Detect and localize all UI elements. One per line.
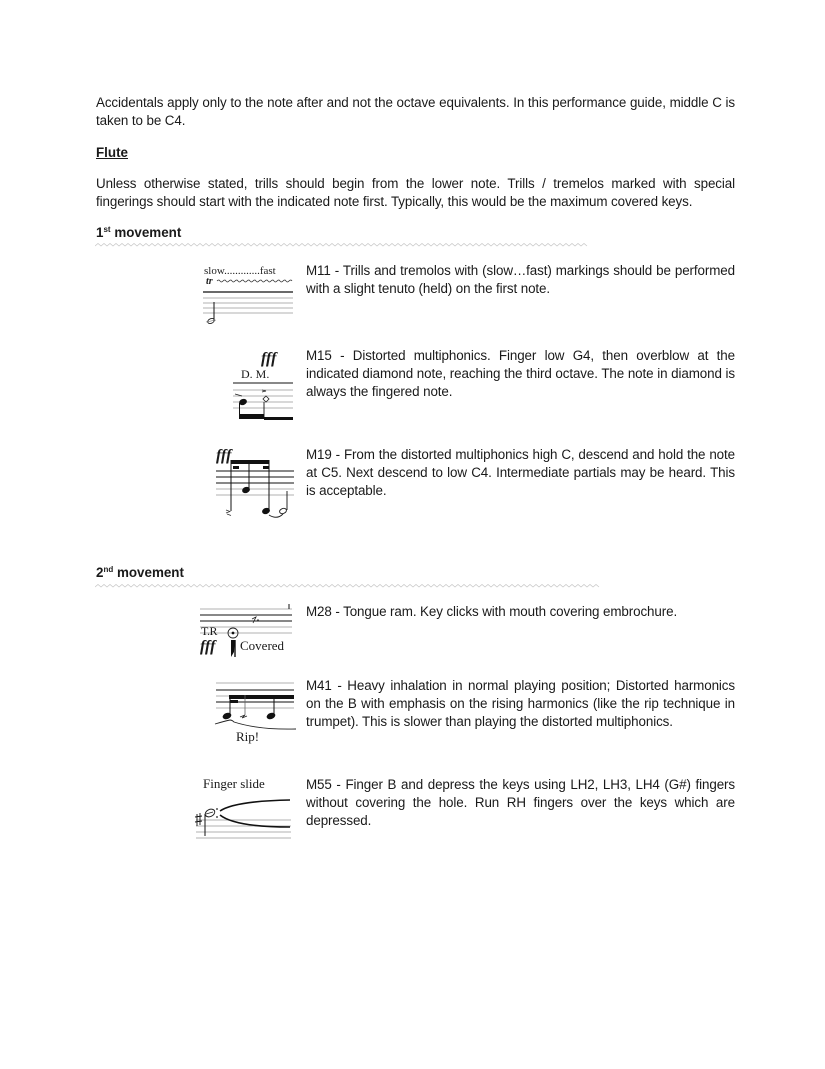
rip-caption: Rip! <box>236 729 260 744</box>
notation-m11 <box>203 265 295 327</box>
staff-graphic <box>194 776 294 842</box>
covered-caption: Covered <box>240 638 285 653</box>
wavy-divider <box>95 584 737 590</box>
entry-m55-text: M55 - Finger B and depress the keys using LH2, LH3, LH4 (G#) fingers without covering the hole. Run RH fingers over the keys which are depressed. <box>306 777 735 828</box>
notation-m19 <box>214 449 296 521</box>
entry-m11-text: M11 - Trills and tremolos with (slow…fast) markings should be performed with a slight tenuto (held) on the first note. <box>306 263 735 296</box>
movement-number: 2 <box>96 565 104 580</box>
movement-label: movement <box>114 225 182 240</box>
intro-paragraph: Accidentals apply only to the note after and not the octave equivalents. In this performance guide, middle C is taken to be C4. <box>96 95 735 128</box>
dynamic-marking: fff <box>200 638 216 655</box>
tempo-marking: slow.............fast <box>204 265 276 277</box>
finger-slide-label: Finger slide <box>203 776 265 791</box>
entry-m41-text: M41 - Heavy inhalation in normal playing position; Distorted harmonics on the B with emphasis on the rising harmonics (like the rip technique in trumpet). This is slower than playing the distorted multiphonics. <box>306 678 735 729</box>
section-heading-flute: Flute <box>96 145 128 160</box>
notation-m55 <box>194 776 294 842</box>
staff-graphic <box>203 265 295 327</box>
notation-m15 <box>233 350 295 422</box>
entry-m19-text: M19 - From the distorted multiphonics high C, descend and hold the note at C5. Next descend to low C4. Intermediate partials may be heard. This is acceptable. <box>306 447 735 498</box>
movement-label: movement <box>116 565 184 580</box>
movement-2-heading <box>96 565 184 580</box>
distorted-multiphonic-label: D. M. <box>241 367 270 381</box>
dynamic-marking: fff <box>216 447 232 464</box>
movement-number: 1 <box>96 225 104 240</box>
flute-intro-paragraph: Unless otherwise stated, trills should begin from the lower note. Trills / tremelos marked with special fingerings should start with the indicated note first. Typically, this would be the maximum covered keys. <box>96 176 735 209</box>
dynamic-marking: fff <box>261 350 277 367</box>
entry-m28-text: M28 - Tongue ram. Key clicks with mouth covering embrochure. <box>306 604 678 619</box>
staff-graphic <box>214 449 296 521</box>
notation-m28 <box>200 600 295 662</box>
movement-1-heading <box>96 225 181 240</box>
movement-ordinal-suffix: nd <box>103 565 114 574</box>
tongue-ram-label: T.R <box>201 624 217 638</box>
staff-graphic <box>233 350 295 422</box>
trill-marking: tr <box>206 276 213 287</box>
entry-m15-text: M15 - Distorted multiphonics. Finger low G4, then overblow at the indicated diamond note, reaching the third octave. The note in diamond is always the fingered note. <box>306 348 735 399</box>
wavy-divider <box>95 243 737 249</box>
notation-m41 <box>214 677 296 749</box>
movement-ordinal-suffix: st <box>103 225 111 234</box>
